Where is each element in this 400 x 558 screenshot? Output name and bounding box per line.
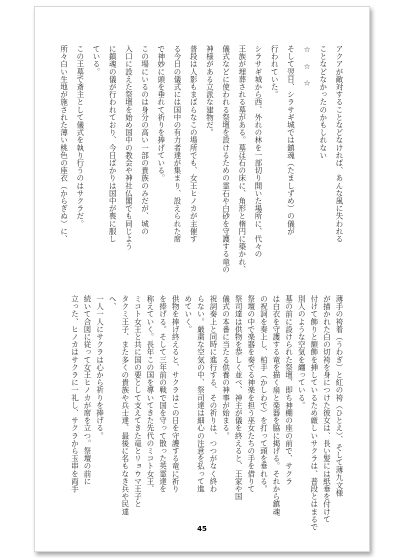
text-column: この王墓で斎主として儀式を執り行うのはサクラだ。 bbox=[75, 45, 85, 228]
text-column: 付けて飾りと額飾を挿しているため厳しいサクラは、普段とはまるで bbox=[309, 295, 319, 531]
book-page bbox=[34, 6, 370, 552]
text-column: 供物を捧げ終えると、サクラはこの日を守護する竜に祈り bbox=[171, 295, 181, 493]
text-column: で神妙に頭を垂れて祈りを捧げている。 bbox=[156, 45, 166, 182]
text-column: シラサギ城から西、外れの林を一部切り開いた場所に、代々の bbox=[254, 45, 263, 258]
text-column: 続いて合図に従って女王ヒノカが席を立つ。祭壇の前に bbox=[83, 295, 92, 485]
text-column: タクミ王子、また多くの貴族や兵士達、最後に名もなき兵や民達 bbox=[120, 295, 130, 516]
text-column: 別人のような空気を纏っている。 bbox=[297, 295, 307, 409]
text-column: に鎮魂の儀が行われており、今日ばかりは国中が喪に服し bbox=[108, 45, 118, 243]
text-column: 入口に設えた祭壇を始め国中の教会や神社仏閣でも同じよう bbox=[124, 45, 134, 251]
text-column: 一人一人にサクラは心から祈りを捧げる。 bbox=[95, 295, 105, 440]
text-column: 王族が埋葬される墓がある。墓は石の床に、角形と楕円に築かれ、 bbox=[237, 45, 247, 273]
text-column: の祝詞を奏上し、柏手（かしわで）を打って頭を垂れる。 bbox=[259, 295, 269, 493]
text-column: そして翌日、シラサギ城では鎮魂（たましずめ）の儀が bbox=[286, 45, 296, 235]
text-column: この場にいるのは身分の高い一部の貴族のみだが、城の bbox=[140, 45, 150, 235]
text-column: 称えていく。長年この国を導いてきた先代のミコト女王、 bbox=[146, 295, 155, 493]
text-column: は白衣を守護する竜を描く扇と楽器を脇に掲げる。それから鎮魂 bbox=[272, 295, 281, 516]
text-column: 祭司達は供物を恭しく並べ、神主が儀を終えると、王家や国 bbox=[234, 295, 244, 501]
text-column: らない。厳粛な空気の中、祭司達は細心の注意を払って進 bbox=[196, 295, 206, 493]
text-column: めていく。 bbox=[183, 295, 193, 333]
page-number: 45 bbox=[197, 525, 207, 533]
text-column: る今日の儀式には国中の有力者達が集まり、設えられた席 bbox=[173, 45, 182, 243]
text-column: アクアが敵対することなどなければ、あんな風に失われる bbox=[335, 45, 344, 243]
text-column: が描かれた白の切袴を身につけた彼女は、長い髪には紙垂を付けて bbox=[322, 295, 332, 523]
text-column: 祝詞奏上と同時に進行する、その祈りは、つつがなく終わ bbox=[209, 295, 218, 493]
text-column: 行われていた。 bbox=[270, 45, 280, 99]
text-column: 薄手の袴着（うわぎ）と紅の袴（ひとえ）、そして薄九文様 bbox=[335, 295, 344, 497]
text-column: 儀式などに使われる祭壇を設けるための霊石や白砂を守護する竜の bbox=[221, 45, 231, 273]
text-column: 所々白い生地が施された薄い桃色の座衣（からぎぬ）に、 bbox=[59, 45, 69, 243]
text-column: 神様がある立派な建物だ。 bbox=[205, 45, 215, 137]
text-column: を捧げる。そして三年前の戦で国を守って散った英霊達を bbox=[158, 295, 168, 493]
text-column: ことなどなかったのかもしれない bbox=[318, 45, 328, 159]
text-column: 墓の前に設けられた祭壇、即ち神棚の座の前で、サクラ bbox=[284, 295, 294, 485]
text-column: 普段は人影もまばらなこの場所でも、女王ヒノカが主催す bbox=[189, 45, 199, 243]
text-column: 儀式の本番に当たる供養の神事が始まる。 bbox=[221, 295, 231, 440]
text-column: 立った、ヒノカはサクラに一礼し、サクラから玉串を両手 bbox=[70, 295, 80, 493]
text-column: へ、 bbox=[108, 295, 118, 311]
text-column: 祭壇の中で楽器を奏でる神楽を担う巫女たちの手を借りて bbox=[246, 295, 256, 493]
text-column: ミコト女王と共に国の要として支えてきた竜とリョウマ王子と bbox=[133, 295, 143, 508]
text-column: ☆ ☆ ☆ bbox=[302, 45, 312, 88]
text-column: ている。 bbox=[92, 45, 101, 76]
